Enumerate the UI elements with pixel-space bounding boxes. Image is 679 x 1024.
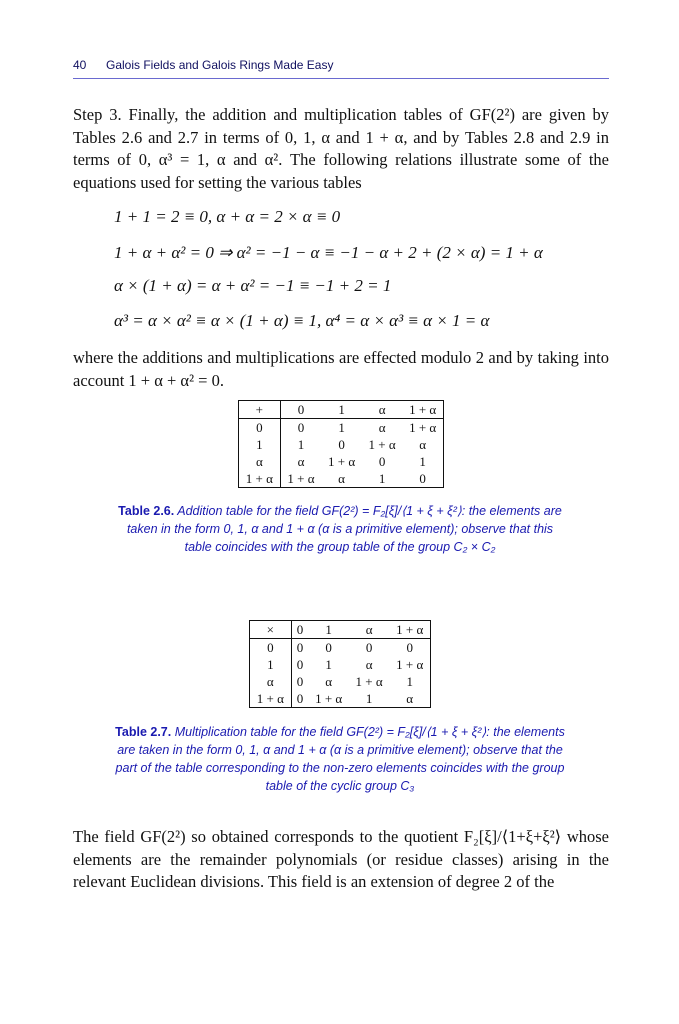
table-cell: 1 + α [396,656,424,672]
table-row [250,690,431,708]
caption-label: Table 2.6. [118,504,175,518]
table-cell: 0 [338,436,345,452]
table-row [239,419,444,437]
table-cell: 0 [239,419,281,437]
table-cell: 1 + α [327,453,356,469]
table-cell: + [239,401,281,419]
table-cell: 1 + α [287,470,315,486]
table-cell: 0 [296,673,304,689]
table-header-row [250,621,431,639]
table-cell: 0 [296,639,304,655]
table-cell: 1 [250,656,292,673]
table-cell: 0 [325,639,332,655]
table-2-6-caption [112,502,568,556]
table-row [250,656,431,673]
table-row [250,673,431,690]
table-cell: 1 + α [315,690,343,706]
table-cell: α [338,470,345,486]
table-cell: 1 + α [402,401,443,419]
running-title: Galois Fields and Galois Rings Made Easy [106,58,334,72]
table-cell: 1 [406,673,413,689]
running-header [73,56,609,79]
table-cell: α [419,436,427,452]
table-cell: α [406,690,414,706]
table-cell: 1 [321,401,362,419]
table-row [250,639,431,657]
table-cell: 0 [297,419,305,435]
table-cell: 0 [280,401,321,419]
table-cell: 0 [296,690,304,706]
table-cell: α [349,621,389,639]
table-cell: 1 [419,453,426,469]
table-cell: α [297,453,305,469]
table-cell: 1 [297,436,305,452]
table-cell: α [365,656,373,672]
table-cell: 1 [338,419,345,435]
table-cell: 1 + α [389,621,430,639]
table-cell: 0 [419,470,426,486]
equation-1: 1 + 1 = 2 ≡ 0, α + α = 2 × α ≡ 0 [114,207,341,226]
table-cell: α [378,419,386,435]
table-cell: 1 + α [409,419,437,435]
table-cell: 1 + α [355,673,383,689]
table-cell: 0 [365,639,373,655]
table-row [239,436,444,453]
caption-label: Table 2.7. [115,725,172,739]
addition-table [238,400,444,488]
table-cell: 1 [378,470,386,486]
equation-4: α³ = α × α² ≡ α × (1 + α) ≡ 1, α⁴ = α × α³ ≡ α × 1 = α [114,311,490,330]
paragraph-modulo-note: where the additions and multiplications are effected modulo 2 and by taking into account 1 + α + α² = 0. [73,348,609,390]
caption-text: Addition table for the field GF(2²) = F₂[ξ]/⟨1 + ξ + ξ²⟩: the elements are taken in the form 0, 1, α and 1 + α (α is a primitive element); observe that this table coincides with the group table of the group C₂ × C₂ [126,504,562,554]
table-2-7-caption [112,723,568,795]
table-cell: 1 + α [368,436,396,452]
page-number: 40 [73,58,87,72]
table-cell: × [250,621,292,639]
table-row [239,453,444,470]
table-cell: α [250,673,292,690]
caption-text: Multiplication table for the field GF(2²) = F₂[ξ]/⟨1 + ξ + ξ²⟩: the elements are taken in the form 0, 1, α and 1 + α (α is a primitive element); observe that the part of the table corresponding to the non-zero elements coincides with the group table of the cyclic group C₃ [115,725,565,793]
table-cell: α [362,401,403,419]
equation-2: 1 + α + α² = 0 ⇒ α² = −1 − α ≡ −1 − α + 2 + (2 × α) = 1 + α [114,243,543,262]
multiplication-table [249,620,431,708]
equation-3: α × (1 + α) = α + α² = −1 ≡ −1 + 2 = 1 [114,276,392,295]
table-cell: 1 [308,621,348,639]
table-cell: α [239,453,281,470]
table-row [239,470,444,488]
table-header-row [239,401,444,419]
table-cell: 0 [250,639,292,657]
table-cell: α [325,673,333,689]
table-cell: 1 + α [250,690,292,708]
paragraph-field-quotient: The field GF(2²) so obtained corresponds to the quotient F₂[ξ]/⟨1+ξ+ξ²⟩ whose elements are the remainder polynomials (or residue classes) arising in the relevant Euclidean divisions. This field is an extension of degree 2 of the [73,827,609,891]
table-cell: 0 [406,639,413,655]
paragraph-step3: Step 3. Finally, the addition and multiplication tables of GF(2²) are given by Tables 2.6 and 2.7 in terms of 0, 1, α and 1 + α, and by Tables 2.8 and 2.9 in terms of 0, α³ = 1, α and α². The following relations illustrate some of the equations used for setting the various tables [73,105,609,192]
table-cell: 1 + α [239,470,281,488]
table-cell: 0 [378,453,386,469]
table-cell: 1 [325,656,332,672]
table-cell: 0 [291,621,308,639]
table-cell: 0 [296,656,304,672]
table-cell: 1 [365,690,373,706]
table-cell: 1 [239,436,281,453]
